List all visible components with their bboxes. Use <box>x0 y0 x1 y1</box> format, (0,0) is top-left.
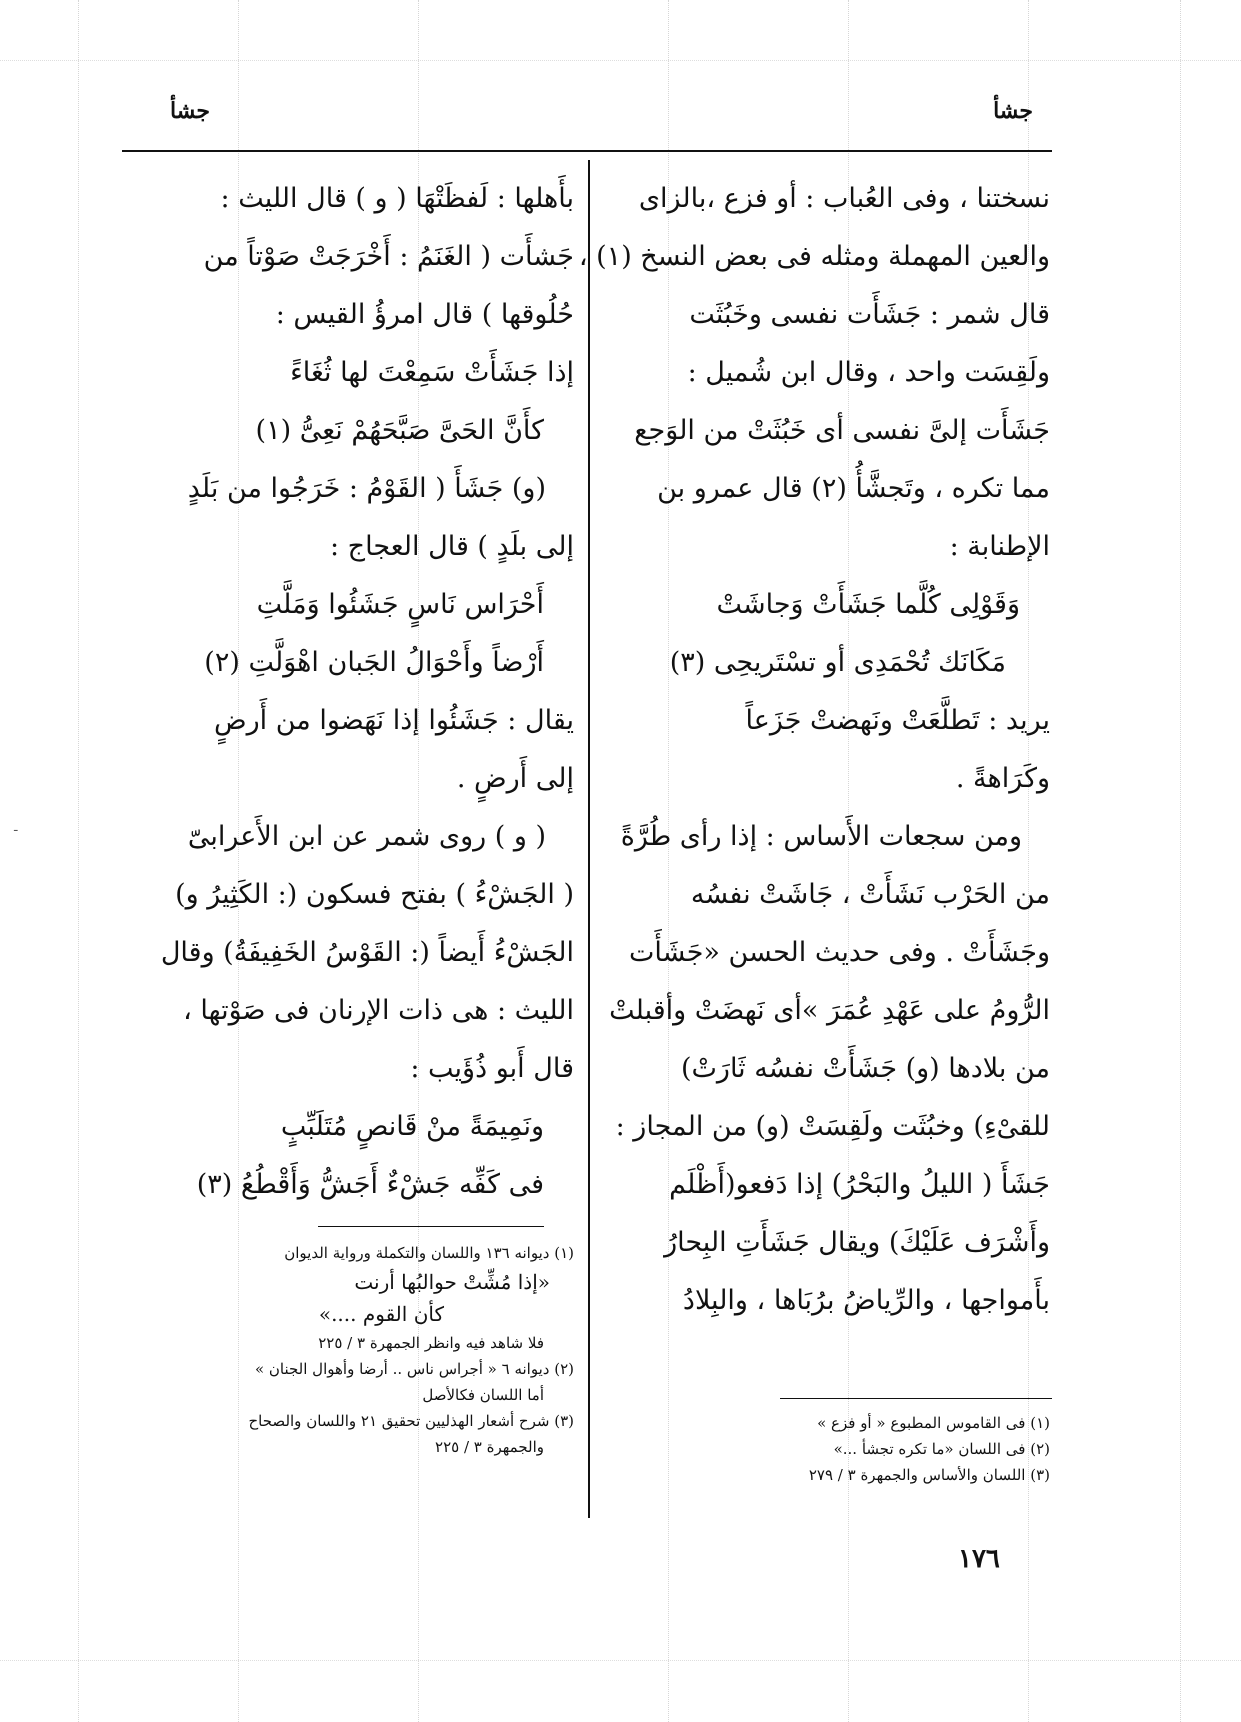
text-line: إلى أَرضٍ . <box>456 763 574 794</box>
margin-speck: ـ <box>14 820 18 834</box>
footnote-continuation: والجمهرة ٣ / ٢٢٥ <box>435 1438 544 1456</box>
verse-line: فى كَفِّه جَشْءٌ أَجَشُّ وَأَقْطُعُ (٣) <box>196 1169 544 1200</box>
text-line: جَشَأَت إلىَّ نفسى أى خَبُثَتْ من الوَجع <box>634 415 1050 446</box>
footnote: (٢) فى اللسان «ما تكره تجشأ ...» <box>833 1440 1050 1458</box>
running-head-left: جشأ <box>170 98 210 124</box>
text-line: يريد : تَطلَّعَتْ ونَهضتْ جَزَعاً <box>745 705 1050 736</box>
scan-guide-line <box>0 1660 1241 1661</box>
text-line: وكَرَاهةً . <box>955 763 1050 794</box>
footnote-rule-left <box>318 1226 544 1227</box>
text-line: جَشأَت ( الغَنَمُ : أَخْرَجَتْ صَوْتاً من <box>203 241 574 272</box>
text-line: من الحَرْب نَشَأَتْ ، جَاشَتْ نفسُه <box>690 879 1050 910</box>
footnote-continuation: أما اللسان فكالأصل <box>422 1386 544 1404</box>
text-line: الجَشْءُ أَيضاً (: القَوْسُ الخَفِيفَةُ) وقال <box>160 937 574 968</box>
footnote-verse: كأن القوم ....» <box>318 1302 444 1326</box>
footnote-rule-right <box>780 1398 1052 1399</box>
footnote: (١) فى القاموس المطبوع « أو فزع » <box>817 1414 1050 1432</box>
text-line: ولَقِسَت واحد ، وقال ابن شُميل : <box>687 357 1050 388</box>
text-line: ومن سجعات الأَساس : إذا رأى طُرَّةً <box>620 821 1022 852</box>
scan-guide-line <box>0 60 1241 61</box>
text-line: ( و ) روى شمر عن ابن الأَعرابىّ <box>187 821 546 852</box>
text-line: قال شمر : جَشَأَت نفسى وخَبُثَت <box>689 299 1050 330</box>
text-line: بأَمواجها ، والرِّياضُ برُبَاها ، والبِلادُ <box>682 1285 1050 1316</box>
footnotes-right <box>680 1410 1050 1488</box>
text-line: الرُّومُ على عَهْدِ عُمَرَ »أى نَهضَتْ وأقبلتْ <box>609 995 1050 1026</box>
left-column <box>112 170 574 1214</box>
verse-line: مَكَانَك تُحْمَدِى أو تسْتَريحِى (٣) <box>669 647 1006 678</box>
footnote: (٣) اللسان والأساس والجمهرة ٣ / ٢٧٩ <box>808 1466 1050 1484</box>
verse-line: وَقَوْلِى كُلَّما جَشَأَتْ وَجاشَتْ <box>716 589 1020 620</box>
scan-guide-line <box>78 0 79 1722</box>
verse-line: أَحْرَاس نَاسٍ جَشَئُوا وَمَلَّتِ <box>256 589 544 620</box>
verse-line: ونَمِيمَةً منْ قَانصٍ مُتَلَبِّبٍ <box>280 1111 544 1142</box>
verse-line: إذا جَشَأَتْ سَمِعْتَ لها ثُغَاءً <box>290 357 574 388</box>
verse-line: أَرْضاً وأَحْوَالُ الجَبان اهْوَلَّتِ (٢) <box>204 647 544 678</box>
footnote-continuation: فلا شاهد فيه وانظر الجمهرة ٣ / ٢٢٥ <box>318 1334 544 1352</box>
text-line: وأَشْرَف عَلَيْكَ) ويقال جَشَأَتِ البِحارُ <box>664 1227 1050 1258</box>
footnote-verse: «إذا مُشِّتْ حوالبُها أرنت <box>354 1270 550 1294</box>
column-divider <box>588 160 590 1518</box>
text-line: ( الجَشْءُ ) بفتح فسكون (: الكَثِيرُ و) <box>175 879 574 910</box>
text-line: بأَهلها : لَفظَتْهَا ( و ) قال الليث : <box>220 183 574 214</box>
running-head-right: جشأ <box>993 98 1033 124</box>
text-line: الإطنابة : <box>949 531 1050 562</box>
footnote: (١) ديوانه ١٣٦ واللسان والتكملة ورواية الديوان <box>284 1244 574 1262</box>
text-line: (و) جَشَأَ ( القَوْمُ : خَرَجُوا من بَلَدٍ <box>187 473 546 504</box>
header-rule <box>122 150 1052 152</box>
footnote: (٣) شرح أشعار الهذليين تحقيق ٢١ واللسان والصحاح <box>248 1412 574 1430</box>
footnote: (٢) ديوانه ٦ « أجراس ناس .. أرضا وأهوال الجنان » <box>254 1360 574 1378</box>
text-line: قال أَبو ذُؤَيب : <box>410 1053 574 1084</box>
text-line: والعين المهملة ومثله فى بعض النسخ (١) ، <box>578 241 1050 272</box>
text-line: للقىْءِ) وخبُثَت ولَقِسَتْ (و) من المجاز : <box>615 1111 1050 1142</box>
scan-guide-line <box>1180 0 1181 1722</box>
footnotes-left <box>112 1240 574 1460</box>
text-line: الليث : هى ذات الإرنان فى صَوْتها ، <box>183 995 574 1026</box>
text-line: مما تكره ، وتَجشَّأُ (٢) قال عمرو بن <box>657 473 1050 504</box>
page-number: ١٧٦ <box>958 1544 1000 1574</box>
text-line: نسختنا ، وفى العُباب : أو فزع ،بالزاى <box>638 183 1050 214</box>
text-line: وجَشَأَتْ . وفى حديث الحسن «جَشَأَت <box>628 937 1050 968</box>
verse-line: كأَنَّ الحَىَّ صَبَّحَهُمْ نَعِىُّ (١) <box>255 415 544 446</box>
text-line: حُلُوقها ) قال امرؤُ القيس : <box>275 299 574 330</box>
text-line: يقال : جَشَئُوا إذا نَهَضوا من أَرضٍ <box>213 705 574 736</box>
text-line: جَشَأَ ( الليلُ والبَحْرُ) إذا دَفعو(أَظْلَم <box>669 1169 1050 1200</box>
text-line: إلى بلَدٍ ) قال العجاج : <box>330 531 574 562</box>
right-column <box>578 170 1050 1330</box>
text-line: من بلادها (و) جَشَأَتْ نفسُه ثَارَتْ) <box>680 1053 1050 1084</box>
